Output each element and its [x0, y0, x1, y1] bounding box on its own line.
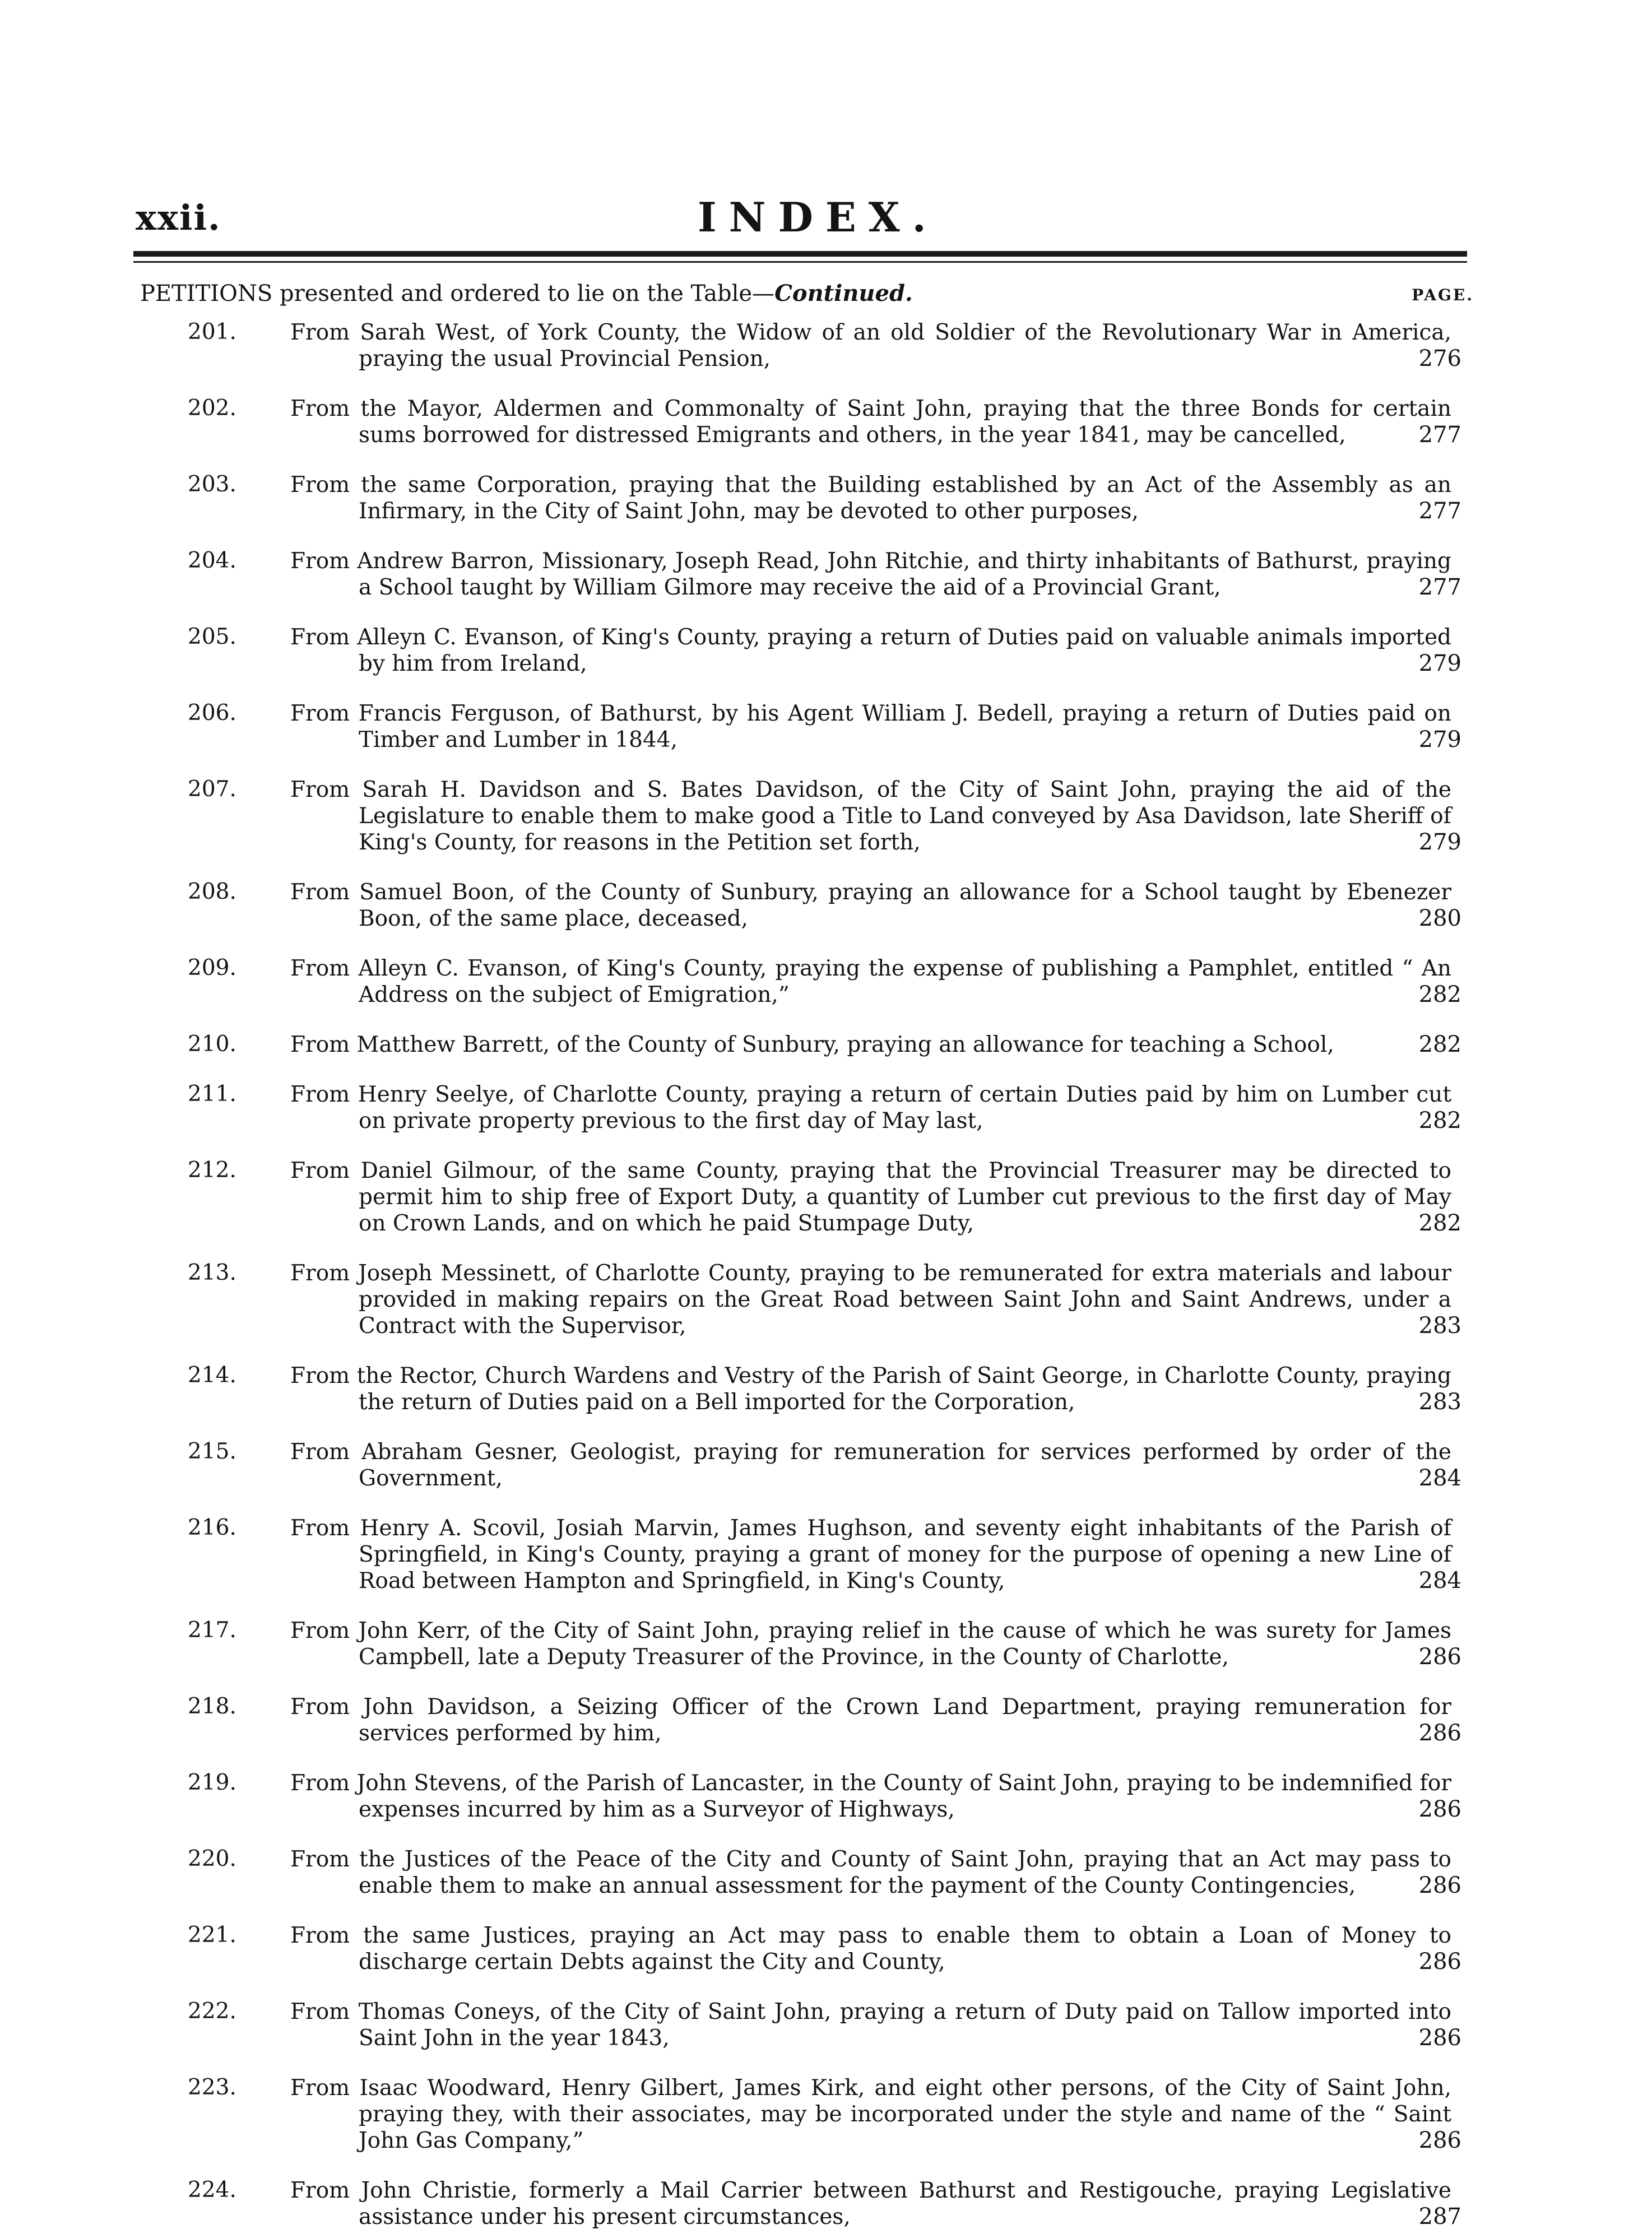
petition-entry: [0, 1922, 1652, 1975]
petition-page-ref: 286: [1418, 1949, 1461, 1975]
petition-text: From Thomas Coneys, of the City of Saint John, praying a return of Duty paid on Tallow imported into Saint John in the year 1843,: [290, 1999, 1451, 2051]
petition-entry: [0, 2075, 1652, 2154]
petition-text: From Francis Ferguson, of Bathurst, by his Agent William J. Bedell, praying a return of Duties paid on Timber and Lumber in 1844,: [290, 701, 1451, 753]
petition-text: From Abraham Gesner, Geologist, praying for remuneration for services performed by order of the Government,: [290, 1439, 1451, 1491]
petition-text: From Andrew Barron, Missionary, Joseph Read, John Ritchie, and thirty inhabitants of Bathurst, praying a School taught by William Gilmore may receive the aid of a Provincial Grant,: [290, 549, 1451, 600]
petition-text: From Alleyn C. Evanson, of King's County, praying the expense of publishing a Pamphlet, entitled “ An Address on the subject of Emigration,”: [290, 956, 1451, 1007]
petition-page-ref: 279: [1418, 651, 1461, 676]
petition-text: From Henry Seelye, of Charlotte County, praying a return of certain Duties paid by him on Lumber cut on private property previous to the first day of May last,: [290, 1082, 1451, 1134]
petition-number: 219.: [188, 1770, 236, 1795]
petition-entry: [0, 1515, 1652, 1594]
petition-entry: [0, 1694, 1652, 1747]
petition-entry: [0, 1081, 1652, 1134]
petition-number: 216.: [188, 1515, 236, 1540]
petition-entry: [0, 1999, 1652, 2051]
petition-number: 213.: [188, 1260, 236, 1285]
petition-number: 214.: [188, 1363, 236, 1388]
petition-number: 201.: [188, 319, 236, 345]
page-number: xxii.: [136, 197, 221, 238]
petition-page-ref: 287: [1418, 2204, 1461, 2230]
petition-entry: [0, 879, 1652, 932]
petition-number: 221.: [188, 1922, 236, 1948]
petition-text: From Joseph Messinett, of Charlotte County, praying to be remunerated for extra materials and labour provided in making repairs on the Great Road between Saint John and Saint Andrews, under a Contract with the Supervisor,: [290, 1261, 1451, 1339]
petition-entry: [0, 1618, 1652, 1670]
petition-text: From John Kerr, of the City of Saint John, praying relief in the cause of which he was surety for James Campbell, late a Deputy Treasurer of the Province, in the County of Charlotte,: [290, 1618, 1451, 1670]
petition-entry: [0, 548, 1652, 601]
petition-text: From Isaac Woodward, Henry Gilbert, James Kirk, and eight other persons, of the City of Saint John, praying they, with their associates, may be incorporated under the style and name of the “ Saint John Gas Company,”: [290, 2075, 1451, 2153]
petition-number: 223.: [188, 2075, 236, 2100]
petition-page-ref: 282: [1418, 1210, 1461, 1236]
petition-entry: [0, 319, 1652, 372]
petition-entry: [0, 396, 1652, 448]
petition-number: 207.: [188, 777, 236, 802]
petition-number: 206.: [188, 700, 236, 726]
petition-page-ref: 286: [1418, 1644, 1461, 1670]
petition-text: From John Christie, formerly a Mail Carrier between Bathurst and Restigouche, praying Legislative assistance under his present circumstances,: [290, 2178, 1451, 2230]
petition-page-ref: 282: [1418, 1108, 1461, 1134]
petition-text: From Matthew Barrett, of the County of Sunbury, praying an allowance for teaching a School,: [290, 1032, 1334, 1057]
petition-number: 224.: [188, 2177, 236, 2203]
petition-page-ref: 276: [1418, 346, 1461, 371]
section-heading-continued: Continued.: [774, 280, 913, 306]
petition-number: 203.: [188, 472, 236, 497]
petition-text: From the Rector, Church Wardens and Vestry of the Parish of Saint George, in Charlotte County, praying the return of Duties paid on a Bell imported for the Corporation,: [290, 1363, 1451, 1415]
petition-page-ref: 277: [1418, 574, 1461, 600]
petition-entry: [0, 1846, 1652, 1899]
page-column-label: PAGE.: [1412, 286, 1474, 304]
petition-page-ref: 286: [1418, 2025, 1461, 2051]
petition-page-ref: 279: [1418, 829, 1461, 855]
petition-number: 220.: [188, 1846, 236, 1871]
petition-number: 222.: [188, 1999, 236, 2024]
petition-text: From the same Corporation, praying that the Building established by an Act of the Assembly as an Infirmary, in the City of Saint John, may be devoted to other purposes,: [290, 472, 1451, 524]
petition-page-ref: 286: [1418, 1720, 1461, 1746]
petition-text: From Sarah West, of York County, the Widow of an old Soldier of the Revolutionary War in America, praying the usual Provincial Pension,: [290, 320, 1451, 371]
petition-number: 202.: [188, 396, 236, 421]
petition-page-ref: 283: [1418, 1313, 1461, 1339]
petition-number: 205.: [188, 624, 236, 649]
petition-text: From Alleyn C. Evanson, of King's County, praying a return of Duties paid on valuable animals imported by him from Ireland,: [290, 625, 1451, 676]
petition-page-ref: 286: [1418, 1796, 1461, 1822]
petition-page-ref: 277: [1418, 422, 1461, 448]
petition-entry: [0, 700, 1652, 753]
section-heading: [140, 280, 1474, 306]
petition-entry: [0, 2177, 1652, 2230]
header-rule-thin: [133, 261, 1467, 263]
petition-page-ref: 282: [1418, 1032, 1461, 1057]
petition-text: From Daniel Gilmour, of the same County, praying that the Provincial Treasurer may be directed to permit him to ship free of Export Duty, a quantity of Lumber cut previous to the first day of May on Crown Lands, and on which he paid Stumpage Duty,: [290, 1158, 1451, 1236]
petition-text: From John Davidson, a Seizing Officer of the Crown Land Department, praying remuneration for services performed by him,: [290, 1694, 1451, 1746]
petition-page-ref: 280: [1418, 905, 1461, 931]
petition-text: From the Justices of the Peace of the City and County of Saint John, praying that an Act may pass to enable them to make an annual assessment for the payment of the County Contingencies,: [290, 1847, 1451, 1898]
petition-text: From Henry A. Scovil, Josiah Marvin, James Hughson, and seventy eight inhabitants of the Parish of Springfield, in King's County, praying a grant of money for the purpose of opening a new Line of Road between Hampton and Springfield, in King's County,: [290, 1516, 1451, 1594]
petition-entry: [0, 777, 1652, 856]
petition-number: 208.: [188, 879, 236, 904]
petition-entry: [0, 955, 1652, 1008]
petition-entry: [0, 1770, 1652, 1823]
petition-text: From Samuel Boon, of the County of Sunbury, praying an allowance for a School taught by Ebenezer Boon, of the same place, deceased,: [290, 880, 1451, 931]
petition-number: 209.: [188, 955, 236, 981]
petition-text: From John Stevens, of the Parish of Lancaster, in the County of Saint John, praying to be indemnified for expenses incurred by him as a Surveyor of Highways,: [290, 1771, 1451, 1822]
petition-page-ref: 279: [1418, 727, 1461, 753]
petition-page-ref: 284: [1418, 1465, 1461, 1491]
petition-number: 215.: [188, 1439, 236, 1464]
petition-entry: [0, 1439, 1652, 1492]
header-rule-thick: [133, 251, 1467, 257]
petition-text: From the Mayor, Aldermen and Commonalty of Saint John, praying that the three Bonds for certain sums borrowed for distressed Emigrants and others, in the year 1841, may be cancelled,: [290, 396, 1451, 448]
page-title: INDEX.: [698, 193, 939, 241]
petition-page-ref: 286: [1418, 2128, 1461, 2153]
petition-entry: [0, 1260, 1652, 1339]
petition-number: 212.: [188, 1158, 236, 1183]
petition-number: 211.: [188, 1081, 236, 1107]
section-heading-text: PETITIONS presented and ordered to lie on the Table—: [140, 281, 775, 306]
petition-page-ref: 277: [1418, 498, 1461, 524]
petition-text: From Sarah H. Davidson and S. Bates Davidson, of the City of Saint John, praying the aid of the Legislature to enable them to make good a Title to Land conveyed by Asa Davidson, late Sheriff of King's County, for reasons in the Petition set forth,: [290, 777, 1451, 855]
petition-entry: [0, 1363, 1652, 1415]
petition-number: 218.: [188, 1694, 236, 1719]
petition-number: 217.: [188, 1618, 236, 1643]
petition-entry: [0, 1158, 1652, 1237]
petition-entry: [0, 624, 1652, 677]
petition-number: 210.: [188, 1032, 236, 1057]
petition-page-ref: 286: [1418, 1873, 1461, 1898]
petition-list: [0, 319, 1652, 2230]
petition-page-ref: 283: [1418, 1389, 1461, 1415]
petition-page-ref: 282: [1418, 982, 1461, 1007]
petition-entry: [0, 1032, 1652, 1058]
petition-text: From the same Justices, praying an Act may pass to enable them to obtain a Loan of Money to discharge certain Debts against the City and County,: [290, 1923, 1451, 1975]
petition-entry: [0, 472, 1652, 524]
petition-number: 204.: [188, 548, 236, 573]
petition-page-ref: 284: [1418, 1568, 1461, 1594]
